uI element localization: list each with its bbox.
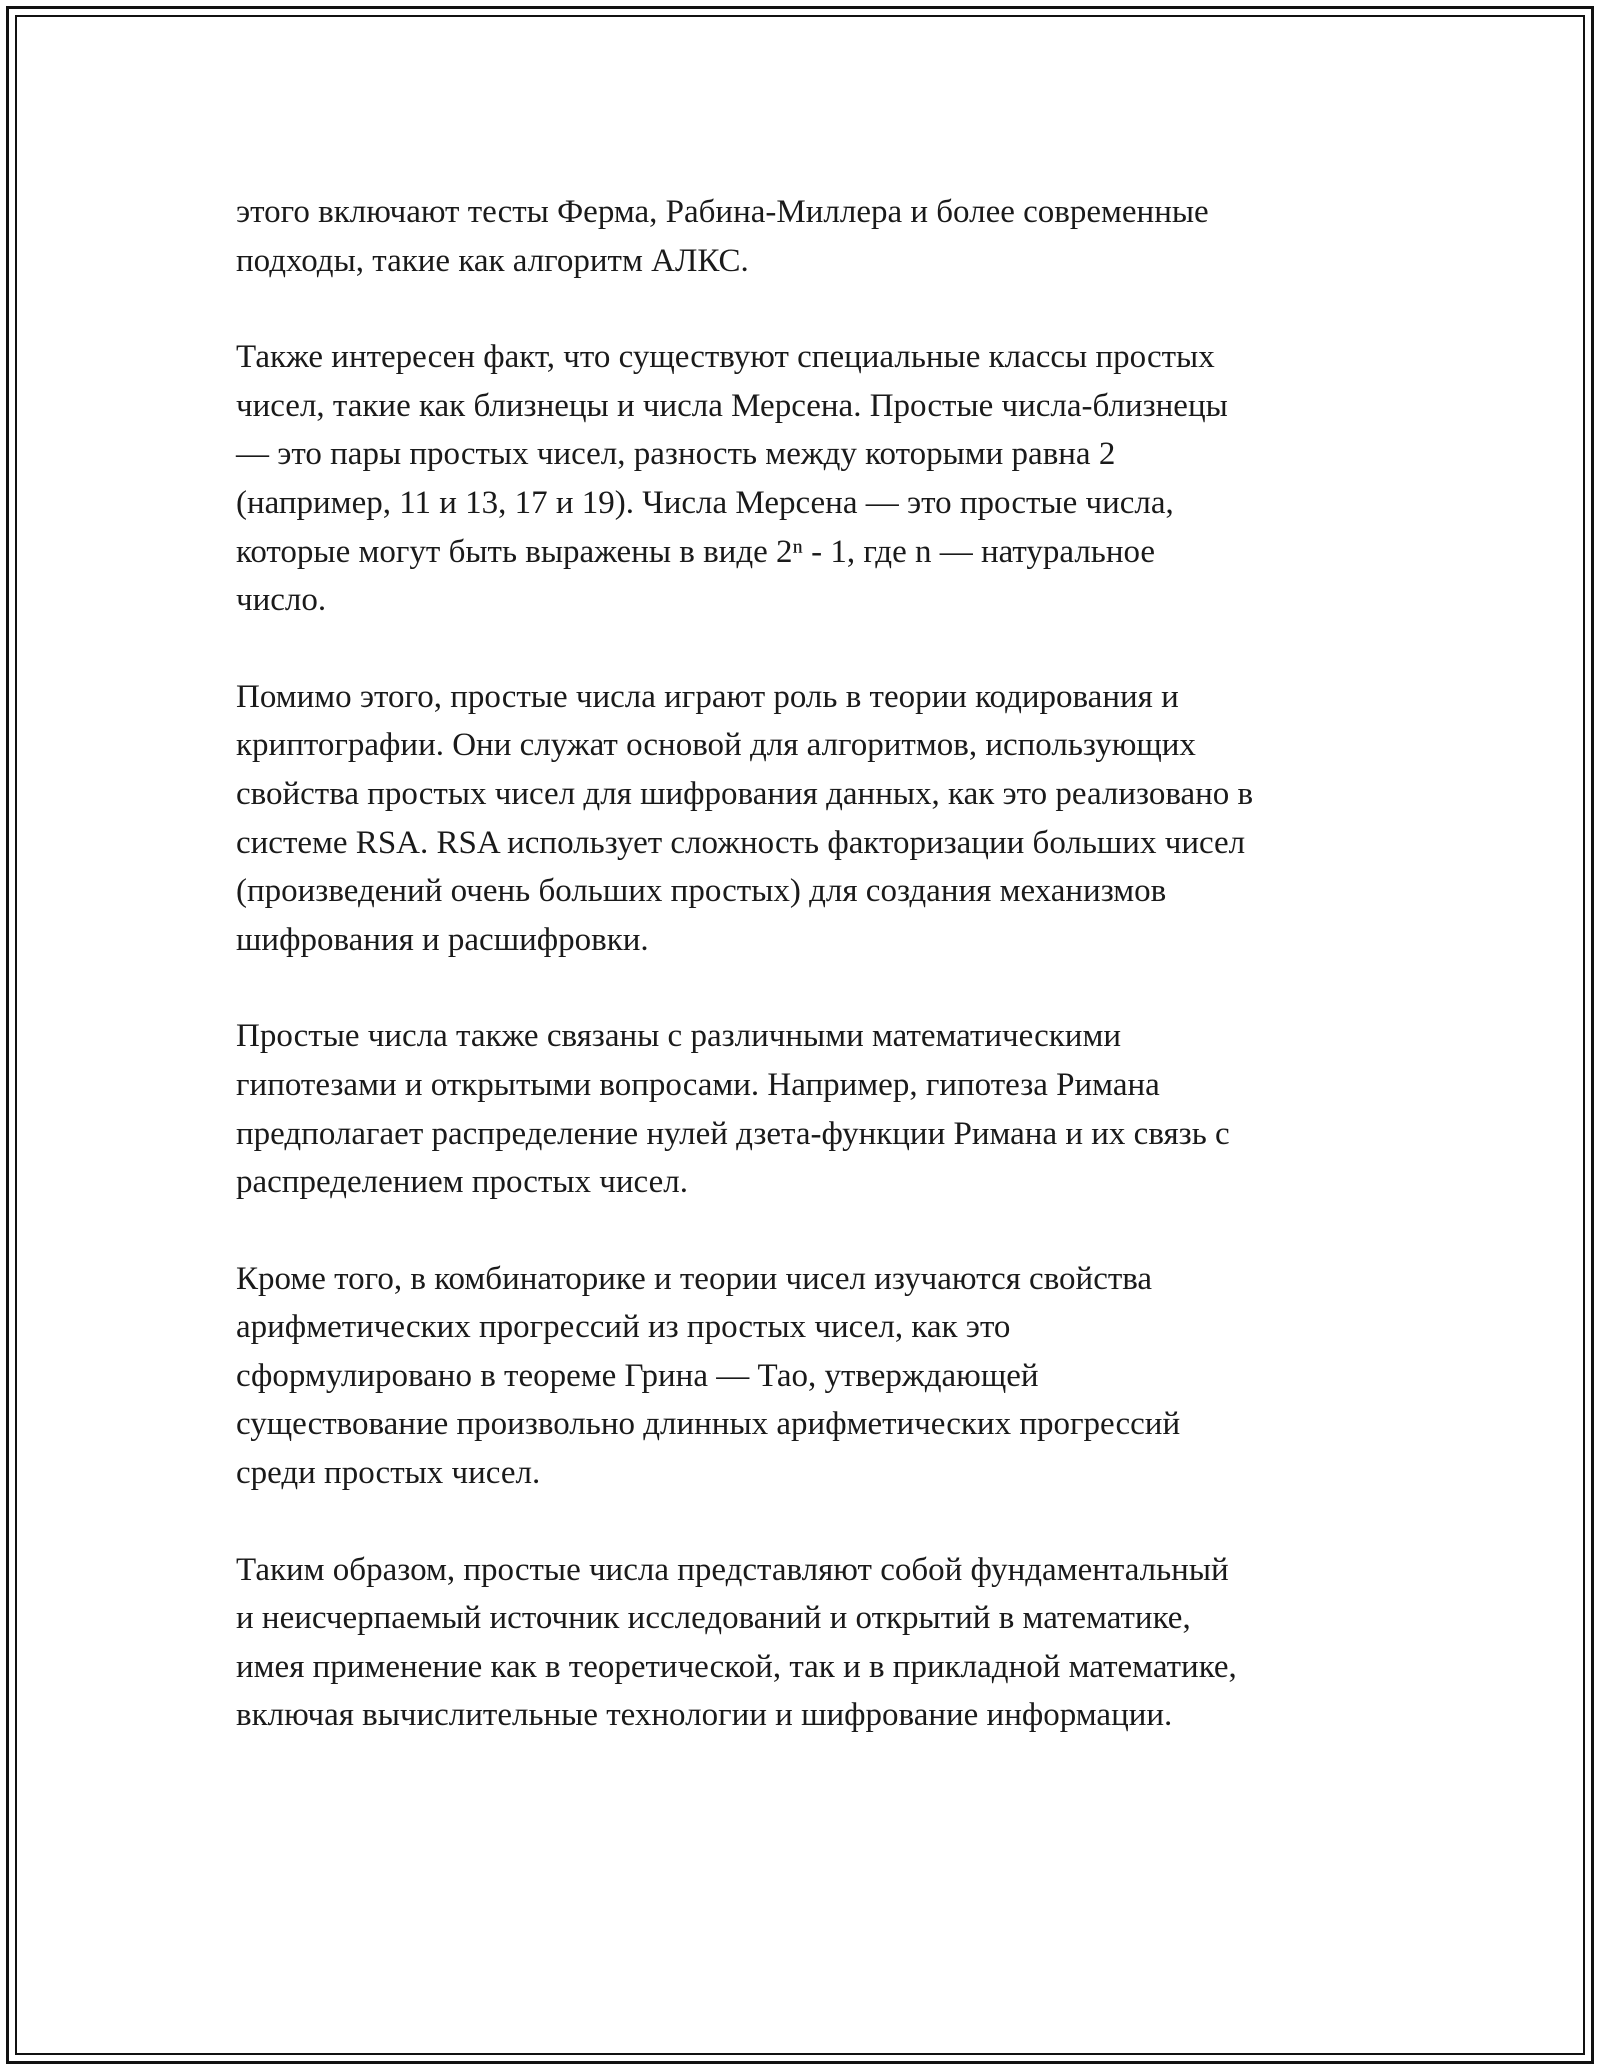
text-line: распределением простых чисел. [236, 1164, 688, 1201]
text-line: и неисчерпаемый источник исследований и открытий в математике, [236, 1600, 1191, 1637]
text-line: этого включают тесты Ферма, Рабина-Миллера и более современные [236, 194, 1209, 230]
text-line: предполагает распределение нулей дзета-функции Римана и их связь с [236, 1115, 1230, 1152]
paragraph-special-classes [236, 333, 1376, 625]
text-line: включая вычислительные технологии и шифрование информации. [236, 1697, 1173, 1734]
text-line: существование произвольно длинных арифметических прогрессий [236, 1406, 1181, 1443]
paragraph-hypotheses [236, 1012, 1376, 1206]
text-line: Кроме того, в комбинаторике и теории чисел изучаются свойства [236, 1260, 1153, 1297]
text-line: имея применение как в теоретической, так и в прикладной математике, [236, 1648, 1237, 1685]
text-line: число. [236, 582, 327, 619]
text-line: чисел, такие как близнецы и числа Мерсена. Простые числа-близнецы [236, 387, 1228, 424]
paragraph-green-tao [236, 1255, 1376, 1498]
text-line: (например, 11 и 13, 17 и 19). Числа Мерсена — это простые числа, [236, 484, 1174, 521]
text-line: криптографии. Они служат основой для алгоритмов, использующих [236, 727, 1196, 764]
text-line: сформулировано в теореме Грина — Тао, утверждающей [236, 1357, 1039, 1394]
text-line: Простые числа также связаны с различными математическими [236, 1018, 1121, 1055]
text-line: которые могут быть выражены в виде 2ⁿ - 1, где n — натуральное [236, 533, 1156, 570]
text-line: Помимо этого, простые числа играют роль в теории кодирования и [236, 678, 1179, 715]
text-line: гипотезами и открытыми вопросами. Например, гипотеза Римана [236, 1066, 1160, 1103]
paragraph-primality-tests [236, 188, 1376, 285]
text-line: системе RSA. RSA использует сложность факторизации больших чисел [236, 824, 1246, 861]
text-line: среди простых чисел. [236, 1455, 541, 1492]
text-line: арифметических прогрессий из простых чисел, как это [236, 1309, 1011, 1346]
text-line: Таким образом, простые числа представляют собой фундаментальный [236, 1551, 1229, 1588]
paragraph-cryptography [236, 673, 1376, 965]
text-line: подходы, такие как алгоритм АЛКС. [236, 242, 749, 279]
document-body [236, 188, 1376, 1788]
text-line: — это пары простых чисел, разность между которыми равна 2 [236, 436, 1116, 473]
paragraph-conclusion [236, 1546, 1376, 1740]
text-line: свойства простых чисел для шифрования данных, как это реализовано в [236, 775, 1254, 812]
text-line: шифрования и расшифровки. [236, 921, 649, 958]
text-line: Также интересен факт, что существуют специальные классы простых [236, 339, 1215, 376]
text-line: (произведений очень больших простых) для создания механизмов [236, 873, 1167, 910]
